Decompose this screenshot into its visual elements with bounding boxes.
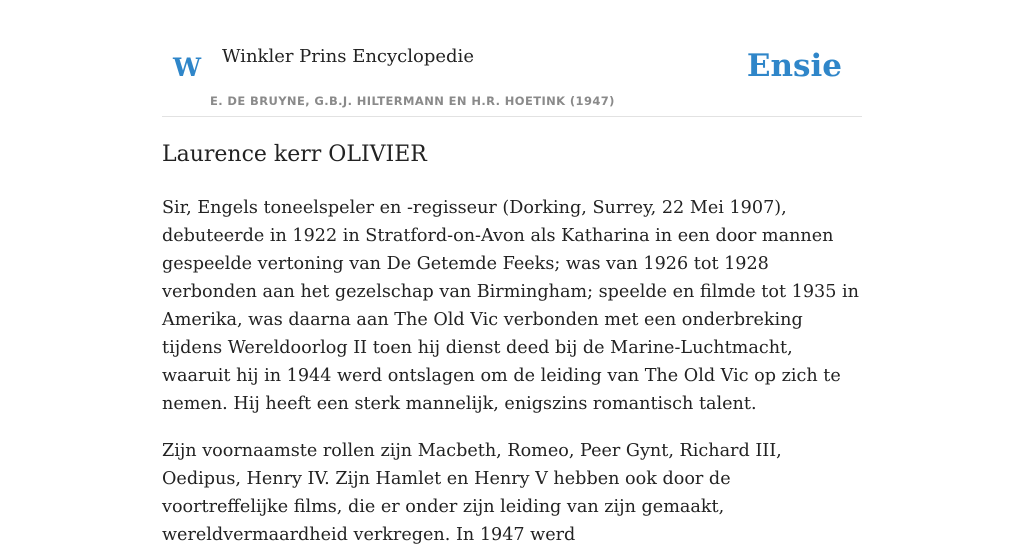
source-authors: E. DE BRUYNE, G.B.J. HILTERMANN EN H.R. HOETINK (1947) — [210, 94, 615, 108]
article-title: Laurence kerr OLIVIER — [162, 142, 427, 167]
article-paragraph: Zijn voornaamste rollen zijn Macbeth, Romeo, Peer Gynt, Richard III, Oedipus, Henry IV. Zijn Hamlet en Henry V hebben ook door de voortreffelijke films, die er onder zijn leiding van zijn gemaakt, wereldvermaardheid verkregen. In 1947 werd — [162, 441, 782, 545]
ensie-brand-link[interactable]: Ensie — [746, 48, 842, 84]
article-paragraph: Sir, Engels toneelspeler en -regisseur (Dorking, Surrey, 22 Mei 1907), debuteerde in 1922 in Stratford-on-Avon als Katharina in een door mannen gespeelde vertoning van De Getemde Feeks; was van 1926 tot 1928 verbonden aan het gezelschap van Birmingham; speelde en filmde tot 1935 in Amerika, was daarna aan The Old Vic verbonden met een onderbreking tijdens Wereldoorlog II toen hij dienst deed bij de Marine-Luchtmacht, waaruit hij in 1944 werd ontslagen om de leiding van The Old Vic op zich te nemen. Hij heeft een sterk mannelijk, enigszins romantisch talent. — [162, 198, 859, 414]
article — [162, 138, 862, 549]
source-title[interactable]: Winkler Prins Encyclopedie — [222, 46, 474, 67]
winkler-prins-logo-icon[interactable]: W — [173, 53, 202, 82]
source-header — [162, 40, 862, 117]
